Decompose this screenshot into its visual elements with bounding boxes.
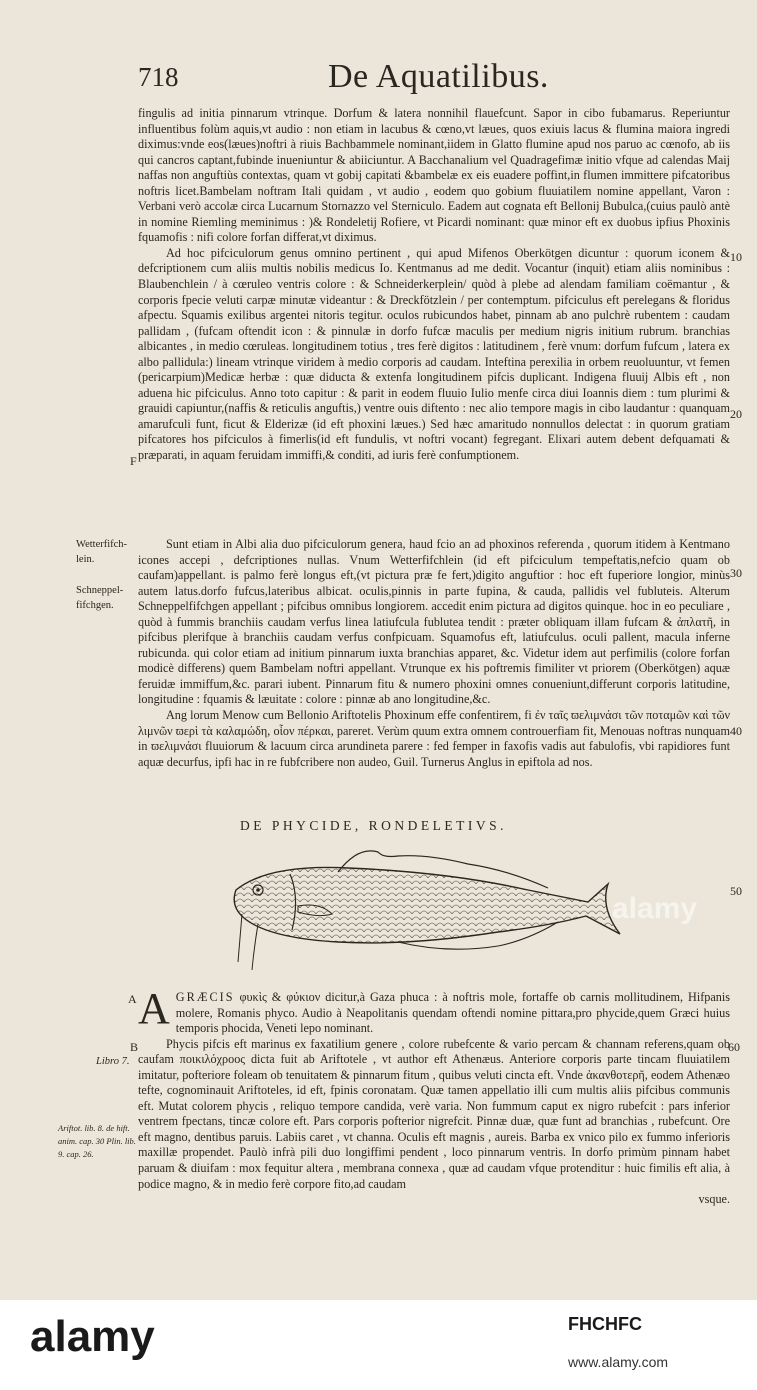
paragraph: Phycis pifcis eft marinus ex faxatilium genere , colore rubefcente & vario percam & channam referens,quam ob caufam ποικιλόχροος dicta fuit ab Ariftotele , vt author eft Athenæus. Anteriore corporis parte tincam fluuiatilem imitatur, pofteriore foleam ob tenuitatem & pinnarum fitum , quibus veluti cincta eft. Vnde ἀκανθοτερῆ, eodem Athenæo tefte, cognominauit Ariftoteles, id eft, fpinis coronatam. Quæ tamen appellatio illi cum multis aliis pifcibus communis eft. Mutat colorem phycis , reliquo tempore candida, verè varia. Non fummum caput ex nigro rubefcit : pars inferior ventrem fpectans, tincæ colore eft. Pars corporis pofterior nigrefcit. Pinnæ duæ, quæ funt ad branchias , rubefcunt. Ore eft magno, dentibus paruis. Labiis caret , vt channa. Oculis eft magnis , aureis. Barba ex vnico pilo ex fummo inferioris maxillæ propendet. Paulò infrà pili duo longiffimi pendent , loco pinnarum ventris. In dorfo primùm pinnam habet paruam & diuifam : mox fequitur altera , membrana connexa , quæ ad caudam vfque protenditur : huic fimilis eft alia, à podice magno, & in medio ferè corpore fito,ad caudam <box>138 1036 730 1191</box>
paragraph: Ang lorum Menow cum Bellonio Ariftotelis Phoxinum effe confentirem, fi ἐν ταῖς ϖελιμνάσι τῶν ποταμῶν καὶ τῶν λιμνῶν ϖερὶ τὰ καλαμώδη, οἷον πέρκαι, pareret. Verùm quum extra omnem controuerfiam fit, Menouas noftras nunquam in ϖελιμνάσι fluuiorum & lacuum circa arundineta parere : fed femper in faxofis vadis aut fabulofis, vbi rapidiores funt aquæ decurfus, ipfi hac in re fubfcribere non audeo, Guil. Turnerus Anglus in epiftola ad nos. <box>138 708 730 769</box>
paragraph-text: φυκὶς & φύκιον dicitur,à Gaza phuca : à noftris mole, fortaffe ob carnis mollitudinem, Hifpanis molere, Romanis phyco. Audio à Neapolitanis quendam oftendi nomine pittara,pro phycide,quem Græci huius temporis phocida, Veneti lepo nominant. <box>175 990 731 1036</box>
line-number: 20 <box>730 407 742 421</box>
text-block-2 <box>138 537 730 770</box>
catchword: vsque. <box>698 1192 730 1207</box>
line-number: 10 <box>730 250 742 264</box>
lead-word: GRÆCIS <box>175 990 235 1004</box>
drop-cap: A <box>138 984 170 1033</box>
margin-note-libro: Libro 7. <box>96 1056 130 1067</box>
image-code: FHCHFC <box>568 1314 642 1334</box>
margin-letter-f: F <box>130 454 137 468</box>
fish-illustration <box>228 842 628 982</box>
paragraph: fingulis ad initia pinnarum vtrinque. Dorfum & latera nonnihil flauefcunt. Sapor in cibo fubamarus. Reperiuntur influentibus folùm aquis,vt audio : non etiam in lacubus & cœno,vt læues, quos exiuis lacus & flumina maiora ingredi diximus:vnde eos(læues)noftri à riuis Bachbammele nominant,iidem in Glatto flumine apud nos paruo ac cœnofo, ab iis qui cancros captant,fubinde inueniuntur & abiiciuntur. A Bacchanalium vel Quadragefimæ initio vfque ad calendas Maij naffas non anguftiùs contextas, quam vt gobij capitati &bambelæ ex eis euadere poffint,in flumen immittere pifcatoribus noftris licet.Bambelam noftram Itali quidam , vt audio , eodem quo gobium fluuiatilem nomine appellant, Varon : Verbani verò accolæ circa Lucarnum Stornazzo vel Sterniculo. Eadem aut cognata eft Bellonij Bubulca,(cuius paulò antè in nomine Riemling meminimus : )& Rondeletij Rofiere, vt Picardi nominant: quæ minor eft ex duobus ipfius Phoxinis fquamofis : nifi colore forfan differat,vt diximus. <box>138 106 730 245</box>
alamy-logo[interactable]: alamy <box>30 1312 155 1361</box>
text-block-1 <box>138 106 730 464</box>
section-title: DE PHYCIDE, RONDELETIVS. <box>240 818 507 833</box>
paragraph: Sunt etiam in Albi alia duo pifciculorum genera, haud fcio an ad phoxinos referenda , quorum itidem à Kentmano icones accepi , defcriptiones nullas. Vnum Wetterfifchlein (id eft pifciculum tempeftatis,nefcio quam ob caufam)appellant. is palmo ferè longus eft,(vt pictura præ fe fert,)digito anguftior : hoc eft fuperiore longior, minùs autem latus.dorfo fufcus,lateribus albicat. oculis,pinnis in parte fupina, & cauda, pallidis vel fubluteis. Alterum Schneppelfifchgen appellant ; pifcibus omnibus longiorem. accedit enim pictura ad digitos quinque. hoc in eo peculiare , quòd à fummis branchiis caudam verfus linea latiufcula fublutea tendit : præter obliquam illam fufcam & ἀπλατῆ, in pifcibus plerifque à branchiis caudam verfus confpicuam. Squamofus eft, latiufculus. oculi pallent, macula inferne rubicunda. qui color etiam ad initium pinnarum iuxta branchias apparet, &c. Videtur idem aut perfimilis (colore forfan modicè differens) quem Bambelam noftri appellant. Vtrunque ex his poftremis fimiliter vt priorem (Oberkötgen) aquæ feruidæ immiffum,&c. parari iubent. Pinnarum fitu & numero phoxini omnes conueniunt,differunt corporis latitudine, longitudine : fquamis & læuitate : colore : pinnæ ab ano longitudine,&c. <box>138 537 730 707</box>
line-number: 50 <box>730 884 742 898</box>
margin-note-wetterfischlein: Wetterfifch-lein. <box>76 539 128 565</box>
watermark: alamy <box>612 892 698 925</box>
paragraph <box>138 984 731 1037</box>
line-number: 40 <box>730 724 742 738</box>
margin-letter-b: B <box>130 1040 139 1054</box>
text-block-3 <box>138 984 731 1208</box>
site-url[interactable]: www.alamy.com <box>568 1354 669 1370</box>
margin-reference: Ariftot. lib. 8. de hift. anim. cap. 30 Plin. lib. 9. cap. 26. <box>58 1123 136 1159</box>
line-number: 60 <box>728 1040 740 1054</box>
paragraph: Ad hoc pifciculorum genus omnino pertinent , qui apud Mifenos Oberkötgen dicuntur : quorum iconem & defcriptionem cum aliis multis nobilis medicus Io. Kentmanus ad me dedit. Vocantur (inquit) etiam aliis nominibus : Blaubenchlein / à cœruleo ventris colore : & Schneiderkerplein/ quòd à plebe ad alendam familiam coëmantur , & corporis fpecie veluti carpæ minutæ videantur : & Dreckfötzlein / per contemptum. pifciculus eft perelegans & floridus afpectu. Squamis exilibus argentei nitoris tegitur. oculos rubicundos habet, pinnam ab ano pulchrè rubentem : caudam pallidam , (fufcam oftendit icon : & pinnulæ in dorfo fufcæ maculis per medium nigris initium rubrum. branchias albicantes , in medio cœruleas. longitudinem totius , tres ferè digitos : latitudinem , ferè vnum: dorfum fufcum , latera ex albo pallidula:) lineam vtrinque viridem à medio corporis ad caudam. Inteftina perexilia in orbem reuoluuntur, vt femen (pericarpium)Medicæ herbæ : quæ diducta & extenfa longitudinem pifcis duplicant. Indigena fluuij Albis eft , non aduena hic pifciculus. Anno toto capitur : & parit in eodem fluuio Iulio menfe circa diui Ioannis diem : tum plurimi & grauidi capiuntur,(naffis & reticulis anguftis,) ventre ouis diftento : nec alio tempore magis in cibo laudantur : quanquam amarufculi funt, ficut & Elderizæ (id eft phoxini læues.) Sed hæc amaritudo nonnullos delectat : in quorum gratiam pifcatores hos pifciculos à fimerlis(id eft fundulis, vt noftri vocant) fegregant. Elixari autem debent defquamati & præparati, in aquam feruidam immiffi,& conditi, ad iuris ferè confumptionem. <box>138 245 730 463</box>
line-number: 30 <box>730 566 742 580</box>
margin-letter-a: A <box>128 992 137 1006</box>
running-title: De Aquatilibus. <box>328 58 549 95</box>
margin-note-schneppelfischgen: Schneppel-fifchgen. <box>76 585 124 611</box>
page-number: 718 <box>138 62 179 92</box>
page-header <box>138 58 698 102</box>
